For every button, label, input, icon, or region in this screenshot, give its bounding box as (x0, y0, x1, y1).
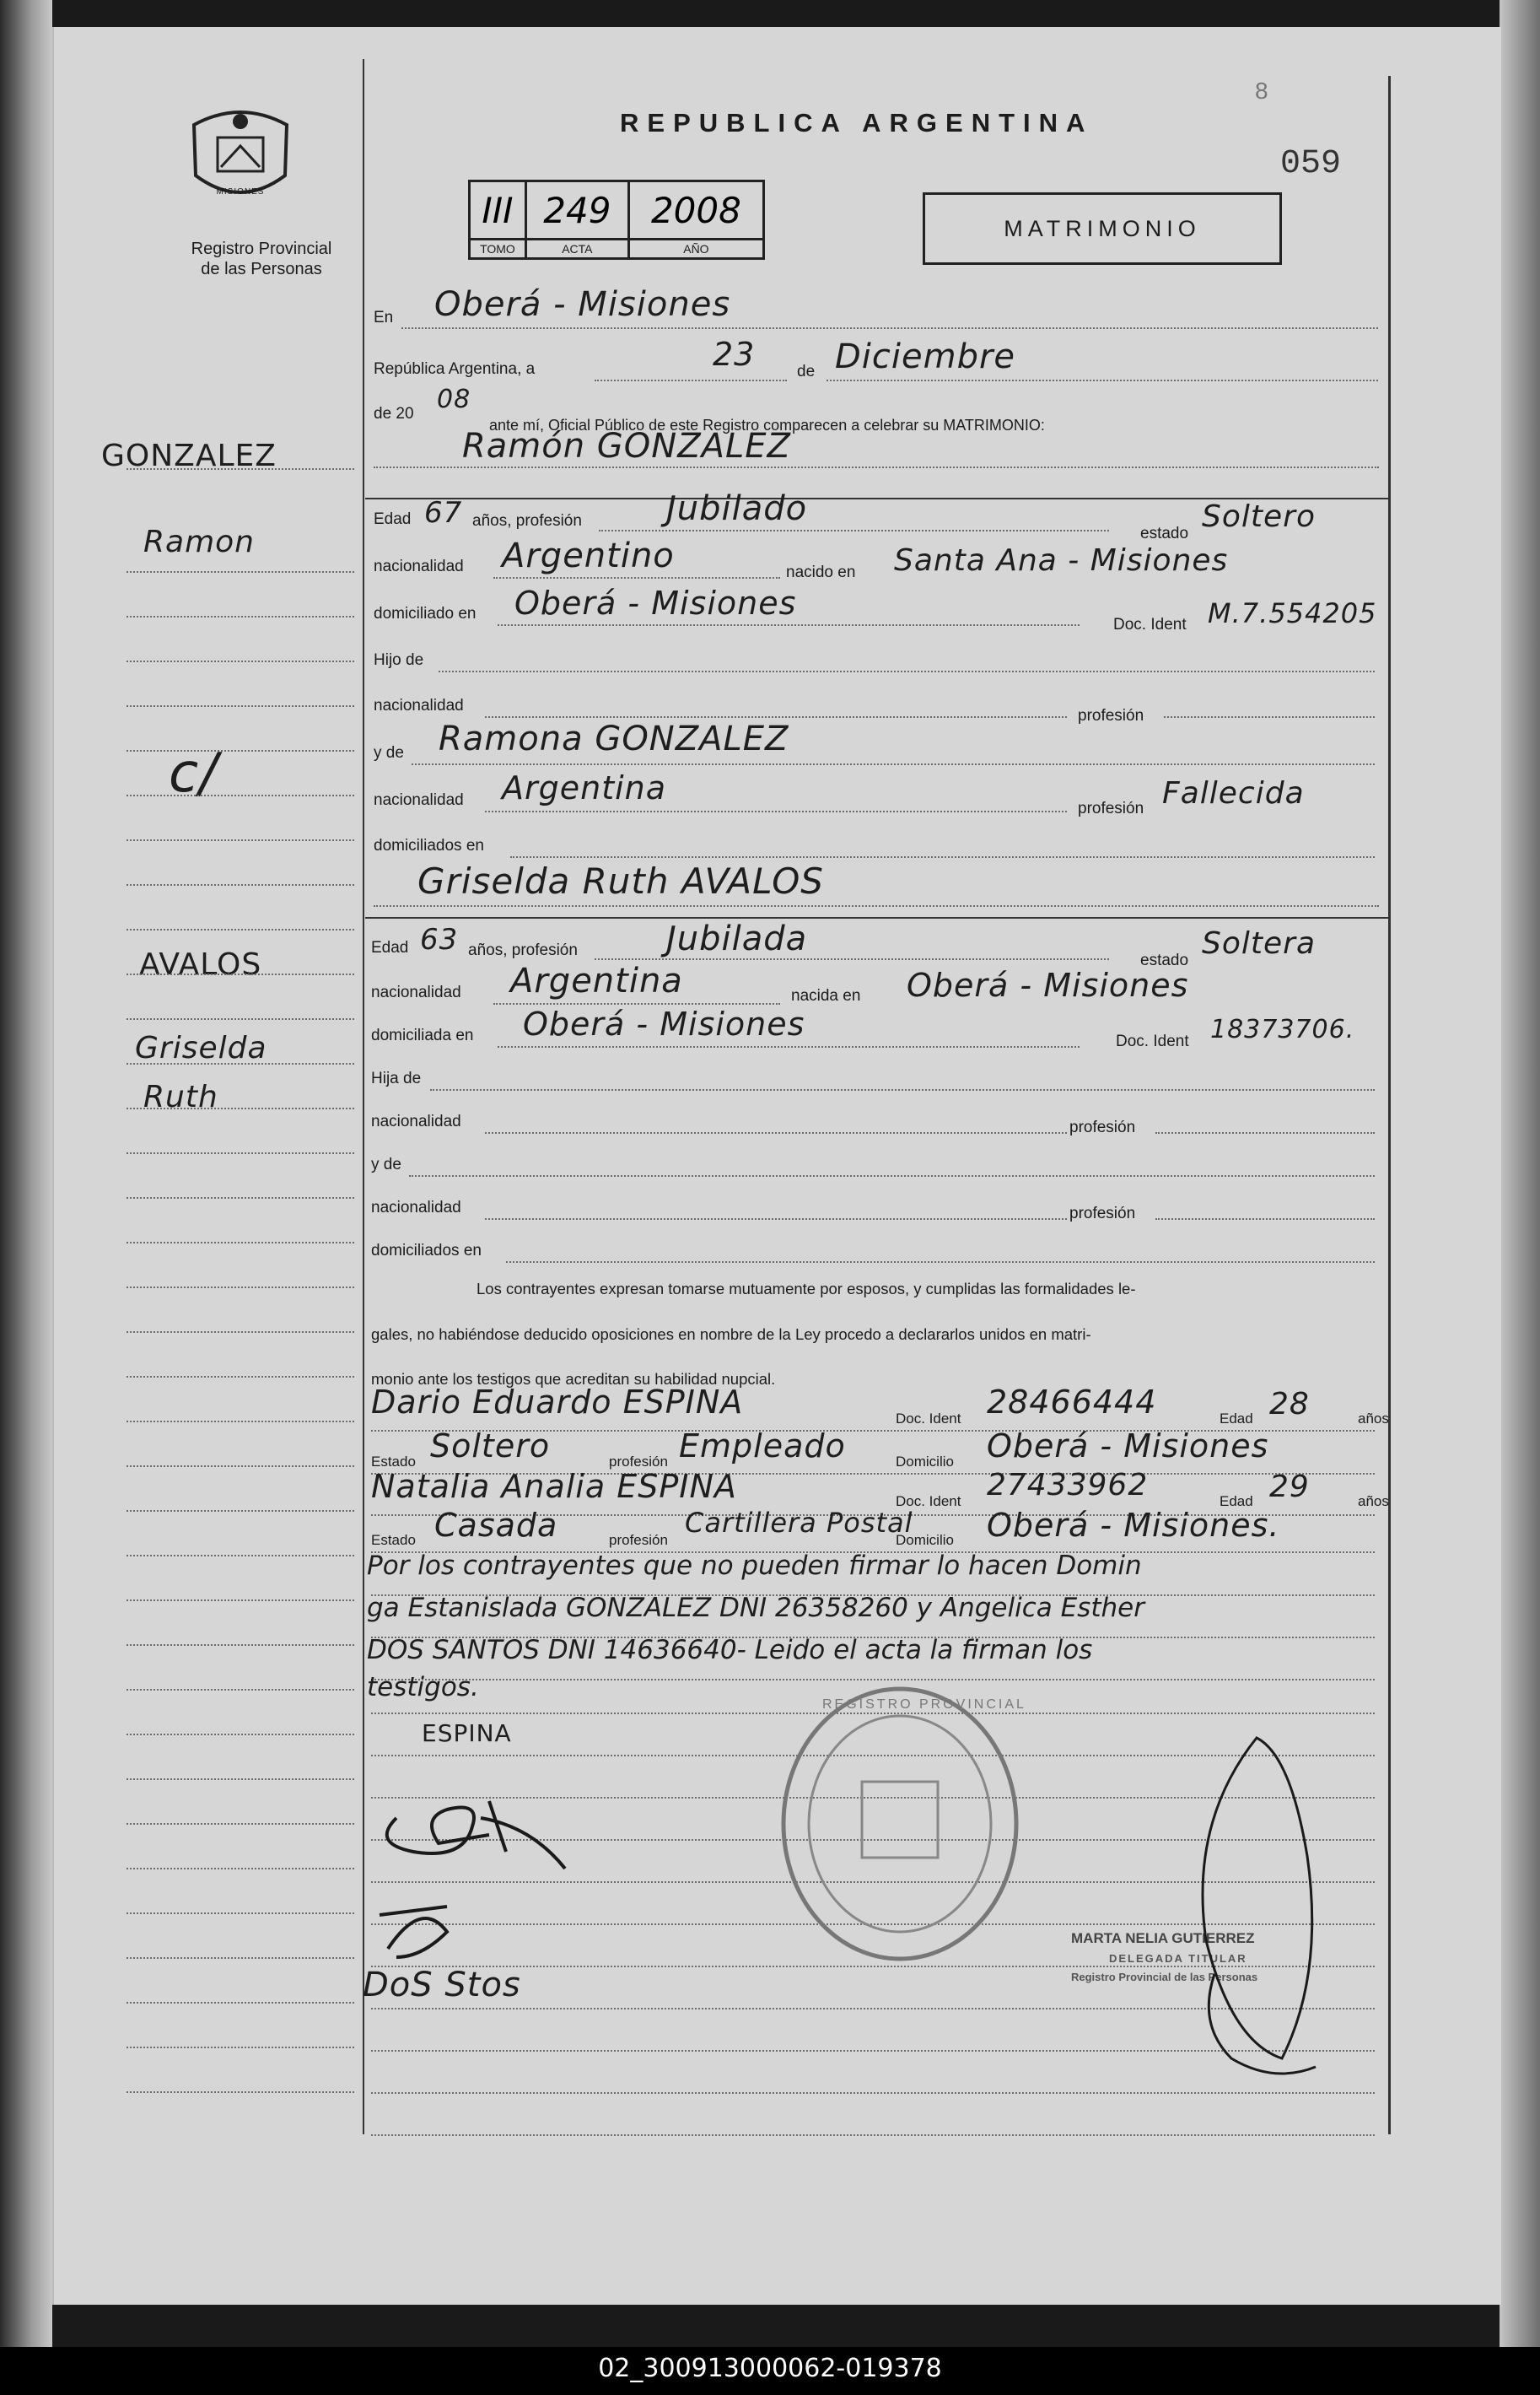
signature-espina: ESPINA (422, 1719, 512, 1747)
line (1155, 1218, 1375, 1220)
marriage-day: 23 (713, 336, 756, 373)
profesion-label: profesión (1069, 1205, 1136, 1222)
profesion-label: profesión (609, 1454, 668, 1470)
declaration-line: gales, no habiéndose deducido oposiciones en nombre de la Ley procedo a declararlos unidos en matri- (371, 1325, 1091, 1343)
line (127, 705, 354, 707)
line (127, 1912, 354, 1914)
corner-number: 8 (1255, 78, 1268, 104)
bride-marital-status: Soltera (1202, 926, 1317, 961)
margin-bride-given: Griselda (135, 1031, 267, 1065)
nacionalidad-label: nacionalidad (374, 558, 464, 575)
margin-connector: c/ (169, 742, 218, 805)
profesion-label: profesión (1069, 1119, 1136, 1136)
bride-document: 18373706. (1210, 1015, 1355, 1044)
page-edge (1500, 0, 1540, 2395)
note-line: ga Estanislada GONZALEZ DNI 26358260 y Angelica Esther (367, 1593, 1144, 1623)
line (127, 1197, 354, 1199)
document-title: REPUBLICA ARGENTINA (620, 108, 1094, 138)
line (485, 1218, 1067, 1220)
line (493, 577, 780, 579)
line (127, 571, 354, 573)
line (127, 1421, 354, 1422)
witness-name: Natalia Analia ESPINA (371, 1468, 737, 1505)
line (127, 1465, 354, 1467)
line (127, 1555, 354, 1556)
line (412, 763, 1375, 765)
line (485, 716, 1067, 718)
edad-label: Edad (374, 510, 412, 528)
tomo-label: TOMO (470, 240, 526, 259)
line (127, 1644, 354, 1646)
line (401, 327, 1378, 329)
line (127, 1689, 354, 1691)
note-line: DOS SANTOS DNI 14636640- Leido el acta la firman los (367, 1635, 1093, 1665)
line (409, 1175, 1375, 1177)
acta-value: 249 (525, 181, 628, 240)
tomo-value: III (470, 181, 526, 240)
line (510, 856, 1375, 858)
official-stamp-name: MARTA NELIA GUTIERREZ (1071, 1930, 1255, 1946)
image-identifier: 02_300913000062-019378 (598, 2354, 942, 2383)
registry-box (468, 180, 765, 269)
line (1164, 716, 1375, 718)
witness-age: 29 (1269, 1470, 1310, 1504)
line (127, 929, 354, 930)
declaration-line: monio ante los testigos que acreditan su habilidad nupcial. (371, 1370, 776, 1388)
line (374, 905, 1379, 907)
organization-line: Registro Provincial (191, 240, 332, 258)
groom-mother-profession: Fallecida (1162, 776, 1305, 811)
nacionalidad-label: nacionalidad (371, 1113, 461, 1130)
line (127, 839, 354, 841)
line (498, 624, 1080, 626)
line (127, 2091, 354, 2093)
bride-profession: Jubilada (666, 920, 808, 958)
bride-nationality: Argentina (510, 962, 683, 1001)
line (127, 2047, 354, 2048)
bride-domicile: Oberá - Misiones (523, 1006, 805, 1043)
ano-value: 2008 (628, 181, 763, 240)
line (506, 1261, 1375, 1263)
line (485, 811, 1067, 812)
witness-profession: Empleado (679, 1427, 846, 1465)
book-spine (0, 0, 52, 2395)
year-suffix: 08 (437, 385, 471, 414)
line (127, 1376, 354, 1378)
line (127, 468, 354, 470)
line (127, 1868, 354, 1869)
republica-label: República Argentina, a (374, 360, 536, 378)
year-prefix: de 20 (374, 405, 414, 423)
domiciliados-label: domiciliados en (374, 837, 484, 855)
groom-full-name: Ramón GONZALEZ (462, 427, 791, 466)
line (127, 661, 354, 662)
line (127, 795, 354, 796)
line (371, 2134, 1375, 2136)
margin-bride-surname: AVALOS (139, 947, 262, 982)
domiciliados-label: domiciliados en (371, 1242, 482, 1260)
signature-scribble-icon (371, 1898, 472, 1966)
organization-line: de las Personas (201, 260, 322, 278)
line (127, 1331, 354, 1333)
signature-dossantos: DoS Stos (363, 1966, 521, 2004)
line (127, 1108, 354, 1109)
line (127, 1152, 354, 1154)
estado-label: Estado (371, 1454, 416, 1470)
groom-profession: Jubilado (666, 489, 808, 528)
seal-label: MISIONES (216, 187, 265, 197)
groom-domicile: Oberá - Misiones (514, 585, 797, 622)
line (127, 1778, 354, 1780)
organization-name (135, 239, 388, 279)
right-border (1388, 76, 1391, 2134)
line (827, 380, 1378, 381)
line (127, 1018, 354, 1020)
estado-label: estado (1140, 525, 1189, 542)
line (127, 1063, 354, 1065)
line (127, 974, 354, 975)
acta-label: ACTA (525, 240, 628, 259)
line (127, 1734, 354, 1735)
line (595, 380, 787, 381)
line (439, 671, 1375, 672)
estado-label: estado (1140, 952, 1189, 969)
line (374, 467, 1379, 468)
line (127, 1957, 354, 1959)
line (127, 616, 354, 618)
domicilio-label: Domicilio (896, 1454, 954, 1470)
signature-scribble-icon (363, 1767, 582, 1877)
witness-document: 27433962 (987, 1468, 1149, 1502)
marriage-place: Oberá - Misiones (434, 285, 731, 324)
intro-statement: ante mí, Oficial Público de este Registro comparecen a celebrar su MATRIMONIO: (489, 417, 1045, 434)
margin-groom-surname: GONZALEZ (101, 439, 277, 473)
groom-mother-name: Ramona GONZALEZ (439, 720, 789, 758)
document-type-box: MATRIMONIO (923, 192, 1282, 265)
nacionalidad-label: nacionalidad (374, 791, 464, 809)
groom-mother-nationality: Argentina (502, 769, 667, 806)
note-line: Por los contrayentes que no pueden firmar lo hacen Domin (367, 1551, 1142, 1581)
marriage-month: Diciembre (835, 337, 1016, 376)
hijo-de-label: Hijo de (374, 651, 424, 669)
line (595, 958, 1109, 960)
line (127, 1823, 354, 1825)
ano-label: AÑO (628, 240, 763, 259)
registry-seal-icon (778, 1680, 1022, 1967)
margin-groom-given: Ramon (143, 525, 255, 559)
line (127, 1287, 354, 1288)
line (127, 1242, 354, 1243)
nacionalidad-label: nacionalidad (371, 1199, 461, 1216)
witness-domicile: Oberá - Misiones (987, 1427, 1269, 1465)
witness-domicile: Oberá - Misiones. (987, 1507, 1280, 1544)
seal-ring-text: REGISTRO PROVINCIAL (822, 1697, 1026, 1712)
line (127, 884, 354, 886)
line (1155, 1132, 1375, 1134)
line (371, 2092, 1375, 2094)
nacido-en-label: nacido en (786, 564, 856, 581)
nacionalidad-label: nacionalidad (374, 697, 464, 715)
line (498, 1046, 1080, 1048)
doc-ident-label: Doc. Ident (1116, 1033, 1189, 1050)
line (127, 1599, 354, 1601)
anos-label: años (1358, 1411, 1389, 1427)
groom-marital-status: Soltero (1202, 499, 1316, 534)
witness-marital-status: Soltero (430, 1427, 551, 1465)
anos-label: años (1358, 1493, 1389, 1509)
official-stamp-org: Registro Provincial de las Personas (1071, 1971, 1258, 1983)
section-divider (365, 917, 1388, 919)
profesion-label: profesión (609, 1532, 668, 1548)
witness-marital-status: Casada (434, 1507, 558, 1544)
de-label: de (797, 363, 816, 380)
groom-age: 67 (424, 496, 463, 530)
groom-birthplace: Santa Ana - Misiones (894, 543, 1229, 578)
domicilio-label: Domicilio (896, 1532, 954, 1548)
y-de-label: y de (374, 744, 404, 762)
witness-age: 28 (1269, 1387, 1310, 1421)
edad-label: Edad (371, 939, 409, 957)
official-signature-icon (1181, 1721, 1333, 2092)
hija-de-label: Hija de (371, 1070, 422, 1087)
declaration-line: Los contrayentes expresan tomarse mutuamente por esposos, y cumplidas las formalidades le- (477, 1280, 1136, 1297)
line (430, 1089, 1375, 1091)
margin-bride-given: Ruth (143, 1080, 218, 1114)
nacida-en-label: nacida en (791, 987, 861, 1005)
groom-nationality: Argentino (502, 537, 675, 575)
domiciliada-label: domiciliada en (371, 1027, 474, 1044)
line (485, 1132, 1067, 1134)
estado-label: Estado (371, 1532, 416, 1548)
edad-label: Edad (1220, 1493, 1253, 1509)
domiciliado-label: domiciliado en (374, 605, 477, 623)
doc-ident-label: Doc. Ident (896, 1493, 961, 1509)
doc-ident-label: Doc. Ident (896, 1411, 961, 1427)
profesion-label: profesión (1078, 707, 1144, 725)
note-line: testigos. (367, 1672, 479, 1702)
groom-document: M.7.554205 (1208, 597, 1377, 629)
line (127, 750, 354, 752)
witness-name: Dario Eduardo ESPINA (371, 1384, 744, 1421)
anos-profesion-label: años, profesión (468, 941, 578, 959)
bride-full-name: Griselda Ruth AVALOS (417, 860, 824, 902)
en-label: En (374, 309, 394, 326)
bride-age: 63 (420, 923, 459, 957)
profesion-label: profesión (1078, 800, 1144, 817)
official-stamp-title: DELEGADA TITULAR (1109, 1952, 1247, 1965)
edad-label: Edad (1220, 1411, 1253, 1427)
nacionalidad-label: nacionalidad (371, 984, 461, 1001)
bride-birthplace: Oberá - Misiones (907, 967, 1189, 1004)
line (127, 1510, 354, 1512)
line (599, 530, 1109, 531)
witness-document: 28466444 (987, 1384, 1157, 1421)
witness-profession: Cartillera Postal (685, 1507, 913, 1539)
page-number: 059 (1280, 145, 1342, 183)
line (493, 1003, 780, 1005)
line (127, 2002, 354, 2004)
anos-profesion-label: años, profesión (472, 512, 582, 530)
doc-ident-label: Doc. Ident (1113, 616, 1187, 634)
y-de-label: y de (371, 1156, 401, 1173)
